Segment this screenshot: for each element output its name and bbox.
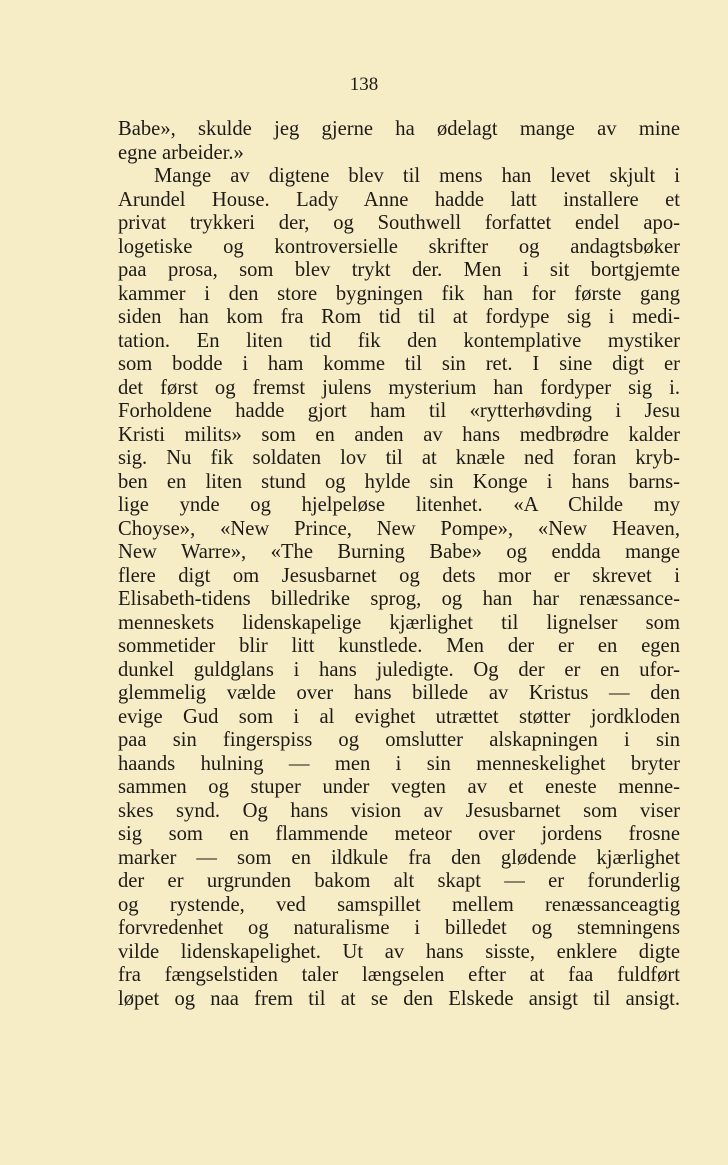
text-line: siden han kom fra Rom tid til at fordype sig i medi-	[118, 306, 680, 328]
text-line: sammen og stuper under vegten av et eneste menne-	[118, 776, 680, 798]
text-line: glemmelig vælde over hans billede av Kristus — den	[118, 682, 680, 704]
text-line: paa sin fingerspiss og omslutter alskapningen i sin	[118, 729, 680, 751]
text-line: logetiske og kontroversielle skrifter og andagtsbøker	[118, 235, 680, 258]
text-line: skes synd. Og hans vision av Jesusbarnet som viser	[118, 799, 680, 822]
text-line: haands hulning — men i sin menneskelighet bryter	[118, 752, 680, 775]
text-line: Babe», skulde jeg gjerne ha ødelagt mange av mine	[118, 118, 680, 140]
text-line: Choyse», «New Prince, New Pompe», «New Heaven,	[118, 517, 680, 540]
text-line: tation. En liten tid fik den kontemplative mystiker	[118, 329, 680, 352]
text-line: egne arbeider.»	[118, 141, 244, 164]
text-line: menneskets lidenskapelige kjærlighet til lignelser som	[118, 611, 680, 634]
text-line: vilde lidenskapelighet. Ut av hans sisste, enklere digte	[118, 940, 680, 963]
text-line: det først og fremst julens mysterium han fordyper sig i.	[118, 376, 680, 399]
text-line: marker — som en ildkule fra den glødende kjærlighet	[118, 846, 680, 869]
text-line: som bodde i ham komme til sin ret. I sine digt er	[118, 353, 680, 375]
text-line: fra fængselstiden taler længselen efter at faa fuldført	[118, 964, 680, 986]
page-number: 138	[349, 74, 379, 95]
text-line: sommetider blir litt kunstlede. Men der er en egen	[118, 635, 680, 657]
text-line: ben en liten stund og hylde sin Konge i hans barns-	[118, 470, 680, 493]
text-line: dunkel guldglans i hans juledigte. Og der er en ufor-	[118, 658, 680, 681]
text-line: forvredenhet og naturalisme i billedet og stemningens	[118, 917, 680, 939]
text-line: paa prosa, som blev trykt der. Men i sit bortgjemte	[118, 259, 680, 281]
body-text	[118, 118, 680, 1011]
text-line: kammer i den store bygningen fik han for første gang	[118, 282, 680, 305]
text-line: løpet og naa frem til at se den Elskede ansigt til ansigt.	[118, 987, 680, 1010]
text-line: flere digt om Jesusbarnet og dets mor er skrevet i	[118, 564, 680, 587]
text-line: Elisabeth-tidens billedrike sprog, og han har renæssance-	[118, 588, 680, 610]
text-line: evige Gud som i al evighet utrættet støtter jordkloden	[118, 705, 680, 728]
text-line: privat trykkeri der, og Southwell forfattet endel apo-	[118, 212, 680, 234]
text-line: Arundel House. Lady Anne hadde latt installere et	[118, 188, 680, 211]
text-line: Forholdene hadde gjort ham til «rytterhøvding i Jesu	[118, 400, 680, 422]
text-line: Kristi milits» som en anden av hans medbrødre kalder	[118, 423, 680, 446]
text-line: Mange av digtene blev til mens han levet skjult i	[154, 165, 680, 187]
text-line: sig. Nu fik soldaten lov til at knæle ned foran kryb-	[118, 447, 680, 469]
text-line: og rystende, ved samspillet mellem renæssanceagtig	[118, 893, 680, 916]
text-line: lige ynde og hjelpeløse litenhet. «A Childe my	[118, 494, 680, 516]
text-line: der er urgrunden bakom alt skapt — er forunderlig	[118, 870, 680, 892]
text-line: New Warre», «The Burning Babe» og endda mange	[118, 541, 680, 563]
text-line: sig som en flammende meteor over jordens frosne	[118, 823, 680, 845]
